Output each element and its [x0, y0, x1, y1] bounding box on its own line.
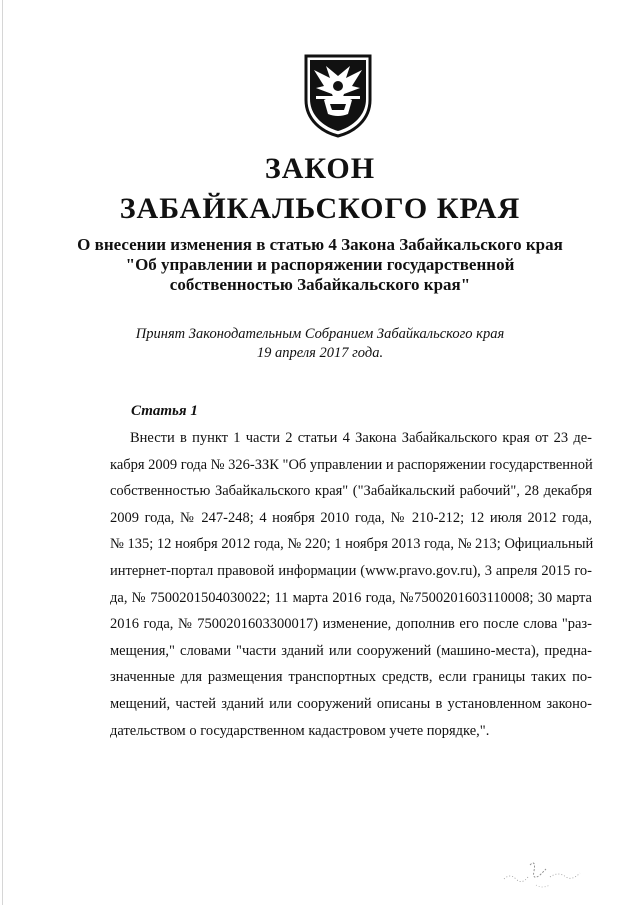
scan-edge — [2, 0, 3, 905]
adoption-note — [60, 325, 580, 363]
article-line: 2016 года, № 7500201603300017) изменение, дополнив его после слова "раз- — [110, 616, 592, 633]
subtitle-line: собственностью Забайкальского края" — [169, 275, 471, 294]
article-line: 2009 года, № 247-248; 4 ноября 2010 года, № 210-212; 12 июля 2012 года, — [110, 509, 592, 526]
article-line: собственностью Забайкальского края" ("Забайкальский рабочий", 28 декабря — [110, 483, 592, 500]
article-heading: Статья 1 — [131, 403, 198, 419]
article-line: да, № 7500201504030022; 11 марта 2016 года, №7500201603110008; 30 марта — [110, 589, 592, 606]
adoption-date: 19 апреля 2017 года. — [256, 345, 384, 361]
law-subtitle — [60, 235, 580, 295]
article-line: Внести в пункт 1 части 2 статьи 4 Закона Забайкальского края от 23 де- — [130, 430, 592, 446]
article-line: дательством о государственном кадастровом учете порядке,". — [110, 722, 490, 739]
subtitle-line: "Об управлении и распоряжении государственной — [125, 255, 515, 274]
coat-of-arms-emblem — [300, 52, 376, 138]
article-line: интернет-портал правовой информации (www.pravo.gov.ru), 3 апреля 2015 го- — [110, 562, 592, 579]
article-line: мещений, частей зданий или сооружений описаны в установленном законо- — [110, 695, 592, 712]
article-line: значенные для размещения транспортных средств, если границы таких по- — [110, 669, 592, 686]
article-line: мещения," словами "части зданий или сооружений (машино-места), предна- — [110, 642, 592, 659]
document-issuer: ЗАБАЙКАЛЬСКОГО КРАЯ — [119, 192, 521, 225]
article-line: № 135; 12 ноября 2012 года, № 220; 1 ноября 2013 года, № 213; Официальный — [110, 536, 594, 553]
article-body — [110, 425, 592, 744]
signature-mark — [500, 855, 590, 895]
article-line: кабря 2009 года № 326-ЗЗК "Об управлении и распоряжении государственной — [110, 456, 593, 473]
subtitle-line: О внесении изменения в статью 4 Закона Забайкальского края — [77, 235, 563, 254]
document-title: ЗАКОН — [264, 152, 376, 185]
adoption-line: Принят Законодательным Собранием Забайкальского края — [135, 326, 505, 342]
